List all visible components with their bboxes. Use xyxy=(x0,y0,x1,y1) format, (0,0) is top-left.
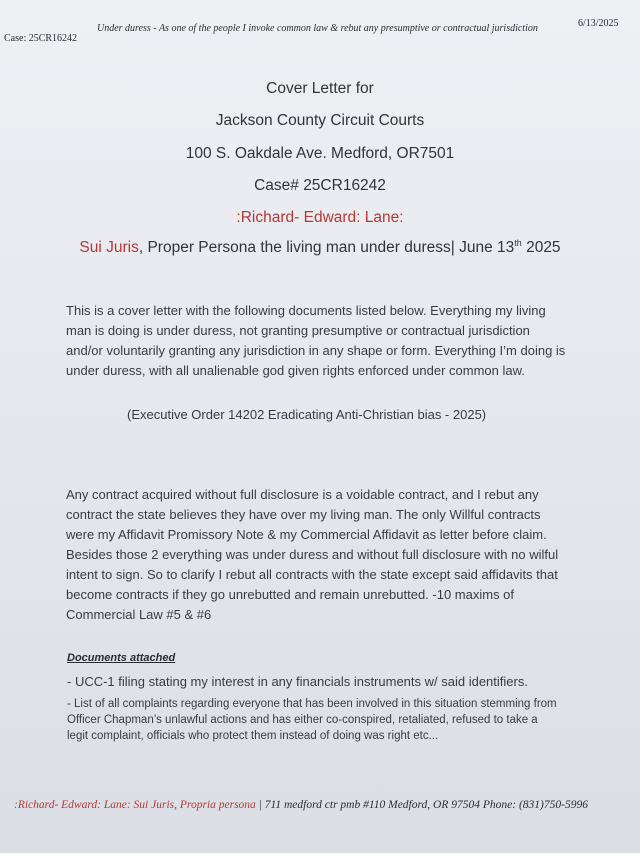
status-year: 2025 xyxy=(521,239,561,257)
sui-juris-text: Sui Juris xyxy=(79,239,139,257)
status-text: , Proper Persona the living man under duress| June 13 xyxy=(138,239,515,257)
title-case-number: Case# 25CR16242 xyxy=(254,177,386,194)
title-court-address: 100 S. Oakdale Ave. Medford, OR7501 xyxy=(185,145,455,162)
date-suffix: th xyxy=(514,238,522,248)
footer-address: | 711 medford ctr pmb #110 Medford, OR 97504 Phone: (831)750-5996 xyxy=(255,799,588,811)
header-case-number: Case: 25CR16242 xyxy=(4,33,78,44)
document-item-complaints: - List of all complaints regarding everyone that has been involved in this situation stemming from Officer Chapman’s unlawful actions and has either co-conspired, retaliated, refused to take a legit complaint, officials who protect them instead of doing was right etc... xyxy=(67,698,557,742)
title-cover-letter: Cover Letter for xyxy=(266,80,374,97)
header-date: 6/13/2025 xyxy=(578,18,619,29)
body-paragraph-1: This is a cover letter with the following documents listed below. Everything my living man is doing is under duress, not granting presumptive or contractual jurisdiction and/or voluntarily granting any jurisdiction in any shape or form. Everything I’m doing is under duress, with all unalienable god given rights enforced under common law. xyxy=(66,303,566,378)
title-court-name: Jackson County Circuit Courts xyxy=(215,112,425,129)
executive-order-note: (Executive Order 14202 Eradicating Anti-Christian bias - 2025) xyxy=(127,407,487,422)
body-paragraph-2: Any contract acquired without full disclosure is a voidable contract, and I rebut any contract the state believes they have over my living man. The only Willful contracts were my Affidavit Promissory Note & my Commercial Affidavit as letter before claim. Besides those 2 everything was under duress and without full disclosure with no wilful intent to sign. So to clarify I rebut all contracts with the state except said affidavits that become contracts if they go unrebutted and remain unrebutted. -10 maxims of Commercial Law #5 & #6 xyxy=(66,487,559,622)
footer-signature xyxy=(14,799,634,811)
header-duress-notice: Under duress - As one of the people I invoke common law & rebut any presumptive or contractual jurisdiction xyxy=(97,23,538,34)
footer-name: :Richard- Edward: Lane: Sui Juris, Propria persona xyxy=(14,799,256,811)
documents-heading: Documents attached xyxy=(67,652,176,664)
document-item-ucc1: - UCC-1 filing stating my interest in any financials instruments w/ said identifiers. xyxy=(67,674,528,689)
title-author-name: :Richard- Edward: Lane: xyxy=(236,209,404,226)
title-status-line xyxy=(0,238,640,257)
